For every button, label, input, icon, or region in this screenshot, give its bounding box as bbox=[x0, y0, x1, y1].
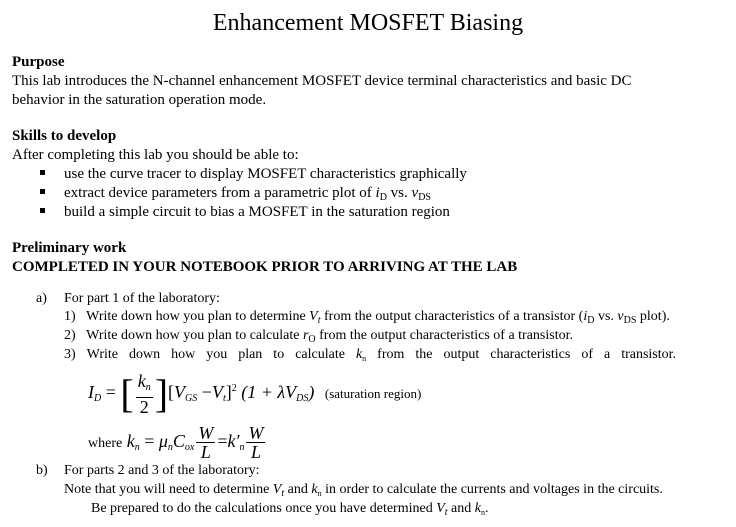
text: Write down how you plan to determine bbox=[86, 309, 310, 324]
var: i bbox=[583, 309, 588, 324]
text: Note that you will need to determine bbox=[64, 482, 273, 497]
text: plot). bbox=[636, 309, 670, 324]
text: . bbox=[484, 501, 489, 516]
var: k bbox=[474, 501, 481, 516]
fraction bbox=[246, 424, 265, 461]
var-i: i bbox=[375, 185, 380, 201]
where-label: where bbox=[88, 436, 123, 451]
numerator: W bbox=[198, 423, 214, 444]
paren: ) bbox=[308, 382, 315, 402]
var: I bbox=[88, 382, 94, 402]
var: k bbox=[126, 431, 135, 451]
formula-note: (saturation region) bbox=[324, 386, 422, 401]
denominator: L bbox=[250, 442, 261, 463]
var: k bbox=[137, 370, 146, 391]
item-number: 3) bbox=[64, 347, 76, 362]
bullet-icon bbox=[40, 208, 45, 213]
var: k bbox=[355, 347, 363, 362]
sub: O bbox=[308, 334, 316, 345]
sub: DS bbox=[623, 315, 637, 326]
skill-text: build a simple circuit to bias a MOSFET in the saturation region bbox=[64, 204, 450, 220]
sub: n bbox=[145, 381, 151, 393]
text: Write down how you plan to calculate bbox=[86, 328, 303, 343]
sub: t bbox=[317, 315, 321, 326]
var: V bbox=[436, 501, 445, 516]
sub: n bbox=[134, 442, 140, 453]
purpose-text-1: This lab introduces the N-channel enhancement MOSFET device terminal characteristics and basic DC bbox=[12, 73, 632, 89]
part-b-intro: For parts 2 and 3 of the laboratory: bbox=[64, 463, 260, 478]
lambda-term: (1 + λV bbox=[241, 382, 297, 402]
fraction bbox=[136, 372, 153, 416]
denominator: 2 bbox=[139, 396, 149, 417]
item-number: 1) bbox=[64, 309, 76, 324]
sub: D bbox=[94, 393, 102, 404]
vs: vs. bbox=[386, 185, 412, 201]
sub: DS bbox=[296, 393, 309, 404]
kn-definition bbox=[88, 418, 267, 464]
prelim-heading: Preliminary work bbox=[12, 240, 127, 256]
var: V bbox=[211, 382, 223, 402]
var: V bbox=[272, 482, 282, 497]
part-b-prep bbox=[91, 500, 488, 522]
part-a-item-3 bbox=[64, 346, 676, 368]
skill-text: use the curve tracer to display MOSFET characteristics graphically bbox=[64, 166, 467, 182]
var: k bbox=[311, 482, 318, 497]
sub: n bbox=[167, 442, 173, 453]
text: from the output characteristics of a transistor ( bbox=[320, 309, 584, 324]
skill-text: extract device parameters from a parametric plot of bbox=[64, 185, 372, 201]
item-number: 2) bbox=[64, 328, 76, 343]
numerator: W bbox=[248, 423, 264, 444]
sub: GS bbox=[185, 393, 198, 404]
text: from the output characteristics of a transistor. bbox=[315, 328, 573, 343]
equals: = bbox=[105, 382, 116, 402]
purpose-text-2: behavior in the saturation operation mode. bbox=[12, 92, 267, 108]
part-a-marker: a) bbox=[36, 291, 47, 306]
skill-bullet-1 bbox=[40, 165, 467, 183]
bullet-icon bbox=[40, 189, 45, 194]
sub: t bbox=[222, 393, 226, 404]
text: vs. bbox=[594, 309, 618, 324]
text: in order to calculate the currents and voltages in the circuits. bbox=[321, 482, 663, 497]
equals: = bbox=[144, 431, 155, 451]
sub: n bbox=[317, 489, 322, 498]
text: from the output characteristics of a transistor. bbox=[366, 347, 677, 362]
var: k′ bbox=[227, 431, 240, 451]
fraction bbox=[196, 424, 215, 461]
drain-current-formula: ID = [ $\frac{kn}{2}$ ][VGS −Vt]$^2$ (1 + λVDS) (saturation region) bbox=[88, 370, 422, 417]
equals: = bbox=[217, 431, 228, 451]
bullet-icon bbox=[40, 170, 45, 175]
sub: ox bbox=[184, 442, 195, 453]
text: Write down how you plan to calculate bbox=[86, 347, 356, 362]
sub: n bbox=[239, 442, 245, 453]
skill-bullet-3 bbox=[40, 203, 450, 221]
part-b-marker: b) bbox=[36, 463, 48, 478]
bracket-open: [ bbox=[120, 370, 134, 416]
denominator: L bbox=[200, 442, 211, 463]
exponent: 2 bbox=[231, 383, 237, 394]
sub: D bbox=[379, 192, 387, 203]
prelim-subheading: COMPLETED IN YOUR NOTEBOOK PRIOR TO ARRIVING AT THE LAB bbox=[12, 259, 518, 275]
page-title: Enhancement MOSFET Biasing bbox=[212, 10, 524, 36]
var: r bbox=[302, 328, 309, 343]
sub: D bbox=[587, 315, 595, 326]
part-a-intro: For part 1 of the laboratory: bbox=[64, 291, 220, 306]
text: Be prepared to do the calculations once you have determined bbox=[91, 501, 437, 516]
minus: − bbox=[201, 382, 212, 402]
skills-intro: After completing this lab you should be able to: bbox=[12, 147, 299, 163]
var: C bbox=[172, 431, 185, 451]
var: μ bbox=[158, 431, 168, 451]
sub: DS bbox=[418, 192, 431, 203]
text: and bbox=[447, 501, 475, 516]
var: v bbox=[617, 309, 624, 324]
sub: n bbox=[362, 354, 367, 363]
text: and bbox=[284, 482, 312, 497]
purpose-heading: Purpose bbox=[12, 54, 65, 70]
sub: t bbox=[281, 488, 285, 499]
var-v: v bbox=[411, 185, 419, 201]
var: V bbox=[309, 309, 318, 324]
sub: t bbox=[444, 507, 448, 518]
var: V bbox=[174, 382, 186, 402]
skills-heading: Skills to develop bbox=[12, 128, 117, 144]
bracket-close: ] bbox=[154, 370, 169, 416]
sub: n bbox=[480, 508, 485, 517]
